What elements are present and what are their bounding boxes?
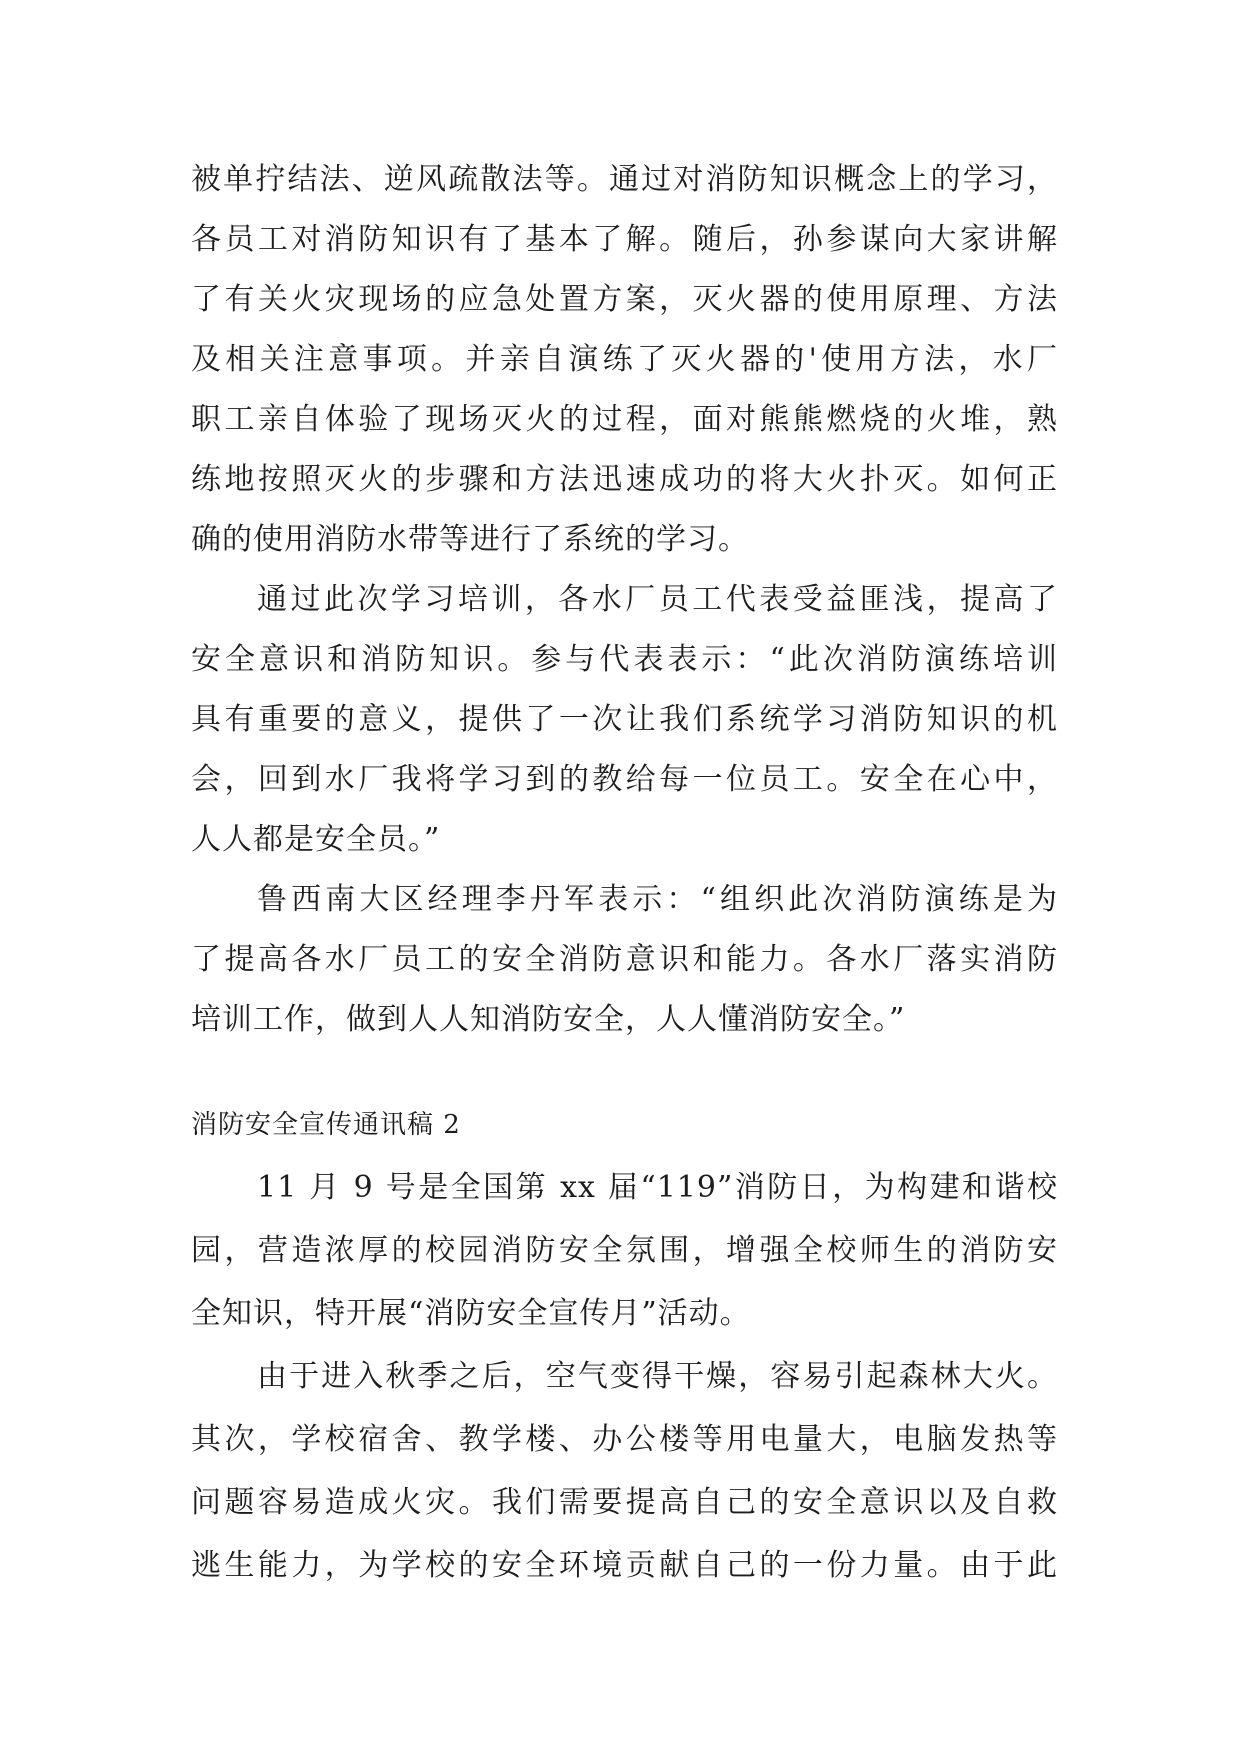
- paragraph-line: 各员工对消防知识有了基本了解。随后，孙参谋向大家讲解: [191, 222, 1058, 257]
- paragraph-line: 逃生能力，为学校的安全环境贡献自己的一份力量。由于此: [191, 1548, 1058, 1583]
- paragraph: [191, 1345, 1058, 1597]
- paragraph: [191, 1156, 1058, 1345]
- paragraph-line: 确的使用消防水带等进行了系统的学习。: [191, 522, 749, 557]
- paragraph-line: 被单拧结法、逆风疏散法等。通过对消防知识概念上的学习，: [191, 162, 1058, 197]
- paragraph: [191, 150, 1058, 570]
- paragraph: [191, 570, 1058, 870]
- paragraph-line: 其次，学校宿舍、教学楼、办公楼等用电量大，电脑发热等: [191, 1422, 1058, 1457]
- paragraph-line: 练地按照灭火的步骤和方法迅速成功的将大火扑灭。如何正: [191, 462, 1058, 497]
- paragraph-line: 具有重要的意义，提供了一次让我们系统学习消防知识的机: [191, 702, 1058, 737]
- paragraph-line: 问题容易造成火灾。我们需要提高自己的安全意识以及自救: [191, 1485, 1058, 1520]
- paragraph-line: 安全意识和消防知识。参与代表表示：“此次消防演练培训: [191, 642, 1058, 677]
- paragraph-line: 了提高各水厂员工的安全消防意识和能力。各水厂落实消防: [191, 942, 1058, 977]
- section-heading: 消防安全宣传通讯稿 2: [191, 1110, 461, 1140]
- paragraph-line: 培训工作，做到人人知消防安全，人人懂消防安全。”: [191, 1002, 906, 1037]
- article-section-2: [191, 1156, 1058, 1597]
- paragraph-line: 园，营造浓厚的校园消防安全氛围，增强全校师生的消防安: [191, 1233, 1058, 1268]
- paragraph-line: 鲁西南大区经理李丹军表示：“组织此次消防演练是为: [257, 882, 1058, 917]
- paragraph-line: 全知识，特开展“消防安全宣传月”活动。: [191, 1296, 751, 1331]
- paragraph-line: 由于进入秋季之后，空气变得干燥，容易引起森林大火。: [257, 1359, 1058, 1394]
- paragraph-line: 了有关火灾现场的应急处置方案，灭火器的使用原理、方法: [191, 282, 1058, 317]
- paragraph-line: 会，回到水厂我将学习到的教给每一位员工。安全在心中，: [191, 762, 1058, 797]
- article-section-1: [191, 150, 1058, 1050]
- paragraph-line: 11 月 9 号是全国第 xx 届“119”消防日，为构建和谐校: [257, 1170, 1058, 1205]
- paragraph-line: 人人都是安全员。”: [191, 822, 441, 857]
- paragraph-line: 通过此次学习培训，各水厂员工代表受益匪浅，提高了: [257, 582, 1058, 617]
- paragraph-line: 及相关注意事项。并亲自演练了灭火器的'使用方法，水厂: [191, 342, 1058, 377]
- paragraph-line: 职工亲自体验了现场灭火的过程，面对熊熊燃烧的火堆，熟: [191, 402, 1058, 437]
- paragraph: [191, 870, 1058, 1050]
